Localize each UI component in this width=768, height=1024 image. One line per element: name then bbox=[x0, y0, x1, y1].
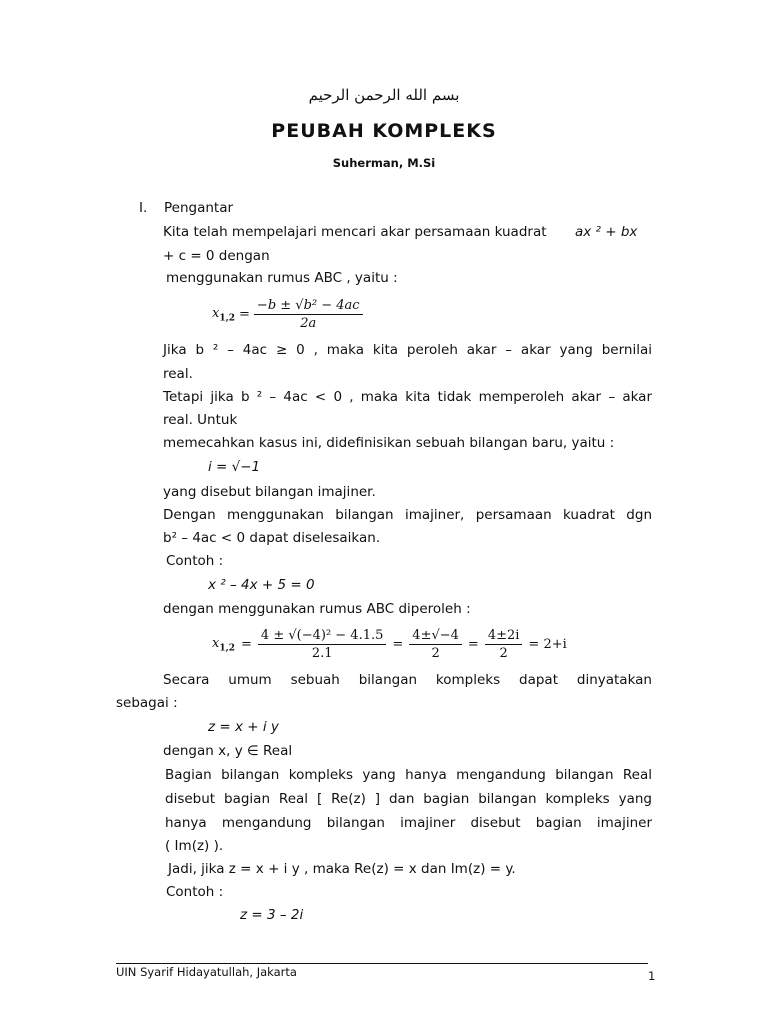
complex-number-definition: z = x + i y bbox=[208, 719, 279, 735]
bismillah-calligraphy: بسم الله الرحمن الرحيم bbox=[308, 86, 460, 104]
paragraph-line: real. bbox=[163, 366, 193, 382]
paragraph-line: Kita telah mempelajari mencari akar persamaan kuadrat bbox=[163, 224, 547, 240]
paragraph-line: yang disebut bilangan imajiner. bbox=[163, 484, 376, 500]
paragraph-line: real. Untuk bbox=[163, 412, 238, 428]
example-label: Contoh : bbox=[166, 884, 224, 900]
footer-divider bbox=[116, 963, 648, 964]
solution-lhs: $x_{1,2}$ bbox=[212, 635, 236, 654]
paragraph-line: menggunakan rumus ABC , yaitu : bbox=[166, 270, 398, 286]
page-title: PEUBAH KOMPLEKS bbox=[271, 120, 497, 142]
example-equation: x ² – 4x + 5 = 0 bbox=[208, 577, 315, 593]
solution-fraction-1: $\frac{\text{4 ± √(−4)² − 4.1.5}}{2.1}$ bbox=[258, 628, 386, 661]
solution-result: = 2+i bbox=[528, 637, 567, 652]
section-number: I. bbox=[139, 200, 148, 216]
abc-fraction bbox=[254, 298, 363, 331]
paragraph-line: b² – 4ac < 0 dapat diselesaikan. bbox=[163, 530, 381, 546]
paragraph-line: dengan x, y ∈ Real bbox=[163, 743, 293, 759]
abc-denominator: 2a bbox=[300, 316, 317, 331]
paragraph-line: sebagai : bbox=[116, 695, 178, 711]
paragraph-line: disebut bagian Real [ Re(z) ] dan bagian bilangan kompleks yang bbox=[165, 791, 652, 807]
imaginary-unit-definition: i = √−1 bbox=[208, 459, 261, 475]
paragraph-line: memecahkan kasus ini, didefinisikan sebuah bilangan baru, yaitu : bbox=[163, 435, 615, 451]
paragraph-line: ax ² + bx bbox=[575, 224, 638, 240]
footer-institution: UIN Syarif Hidayatullah, Jakarta bbox=[116, 965, 297, 979]
paragraph-line: + c = 0 dengan bbox=[163, 248, 270, 264]
author-name: Suherman, M.Si bbox=[332, 156, 436, 170]
section-heading: Pengantar bbox=[164, 200, 234, 216]
solution-formula: $x_{1,2}$ = $\frac{\text{4 ± √(−4)² − 4.1.5}}{2.1}$ = $\frac{4\pm√-4}{2}$ = $\frac{4\pm 2i}{2}$ = 2+i bbox=[212, 628, 567, 661]
paragraph-line: dengan menggunakan rumus ABC diperoleh : bbox=[163, 601, 471, 617]
example-label: Contoh : bbox=[166, 553, 224, 569]
paragraph-line: Dengan menggunakan bilangan imajiner, persamaan kuadrat dgn bbox=[163, 507, 652, 523]
paragraph-line: Jadi, jika z = x + i y , maka Re(z) = x dan Im(z) = y. bbox=[168, 861, 516, 877]
paragraph-line: hanya mengandung bilangan imajiner disebut bagian imajiner bbox=[165, 815, 652, 831]
paragraph-line: Tetapi jika b ² – 4ac < 0 , maka kita tidak memperoleh akar – akar bbox=[163, 389, 652, 405]
paragraph-line: Secara umum sebuah bilangan kompleks dapat dinyatakan bbox=[163, 672, 652, 688]
abc-lhs: $x_{1,2}$ bbox=[212, 305, 236, 324]
page-number: 1 bbox=[648, 969, 656, 983]
paragraph-line: Bagian bilangan kompleks yang hanya mengandung bilangan Real bbox=[165, 767, 652, 783]
solution-fraction-3: $\frac{4\pm 2i}{2}$ bbox=[485, 628, 523, 661]
example-equation: z = 3 – 2i bbox=[240, 907, 304, 923]
abc-numerator: −b ± √b² − 4ac bbox=[254, 298, 363, 315]
abc-formula: $x_{1,2}$ = $\frac{\text{−b ± √b² − 4ac}}{2a}$ bbox=[212, 298, 363, 331]
paragraph-line: Jika b ² – 4ac ≥ 0 , maka kita peroleh akar – akar yang bernilai bbox=[163, 342, 652, 358]
solution-fraction-2: $\frac{4\pm√-4}{2}$ bbox=[409, 628, 462, 661]
paragraph-line: ( Im(z) ). bbox=[165, 838, 224, 854]
